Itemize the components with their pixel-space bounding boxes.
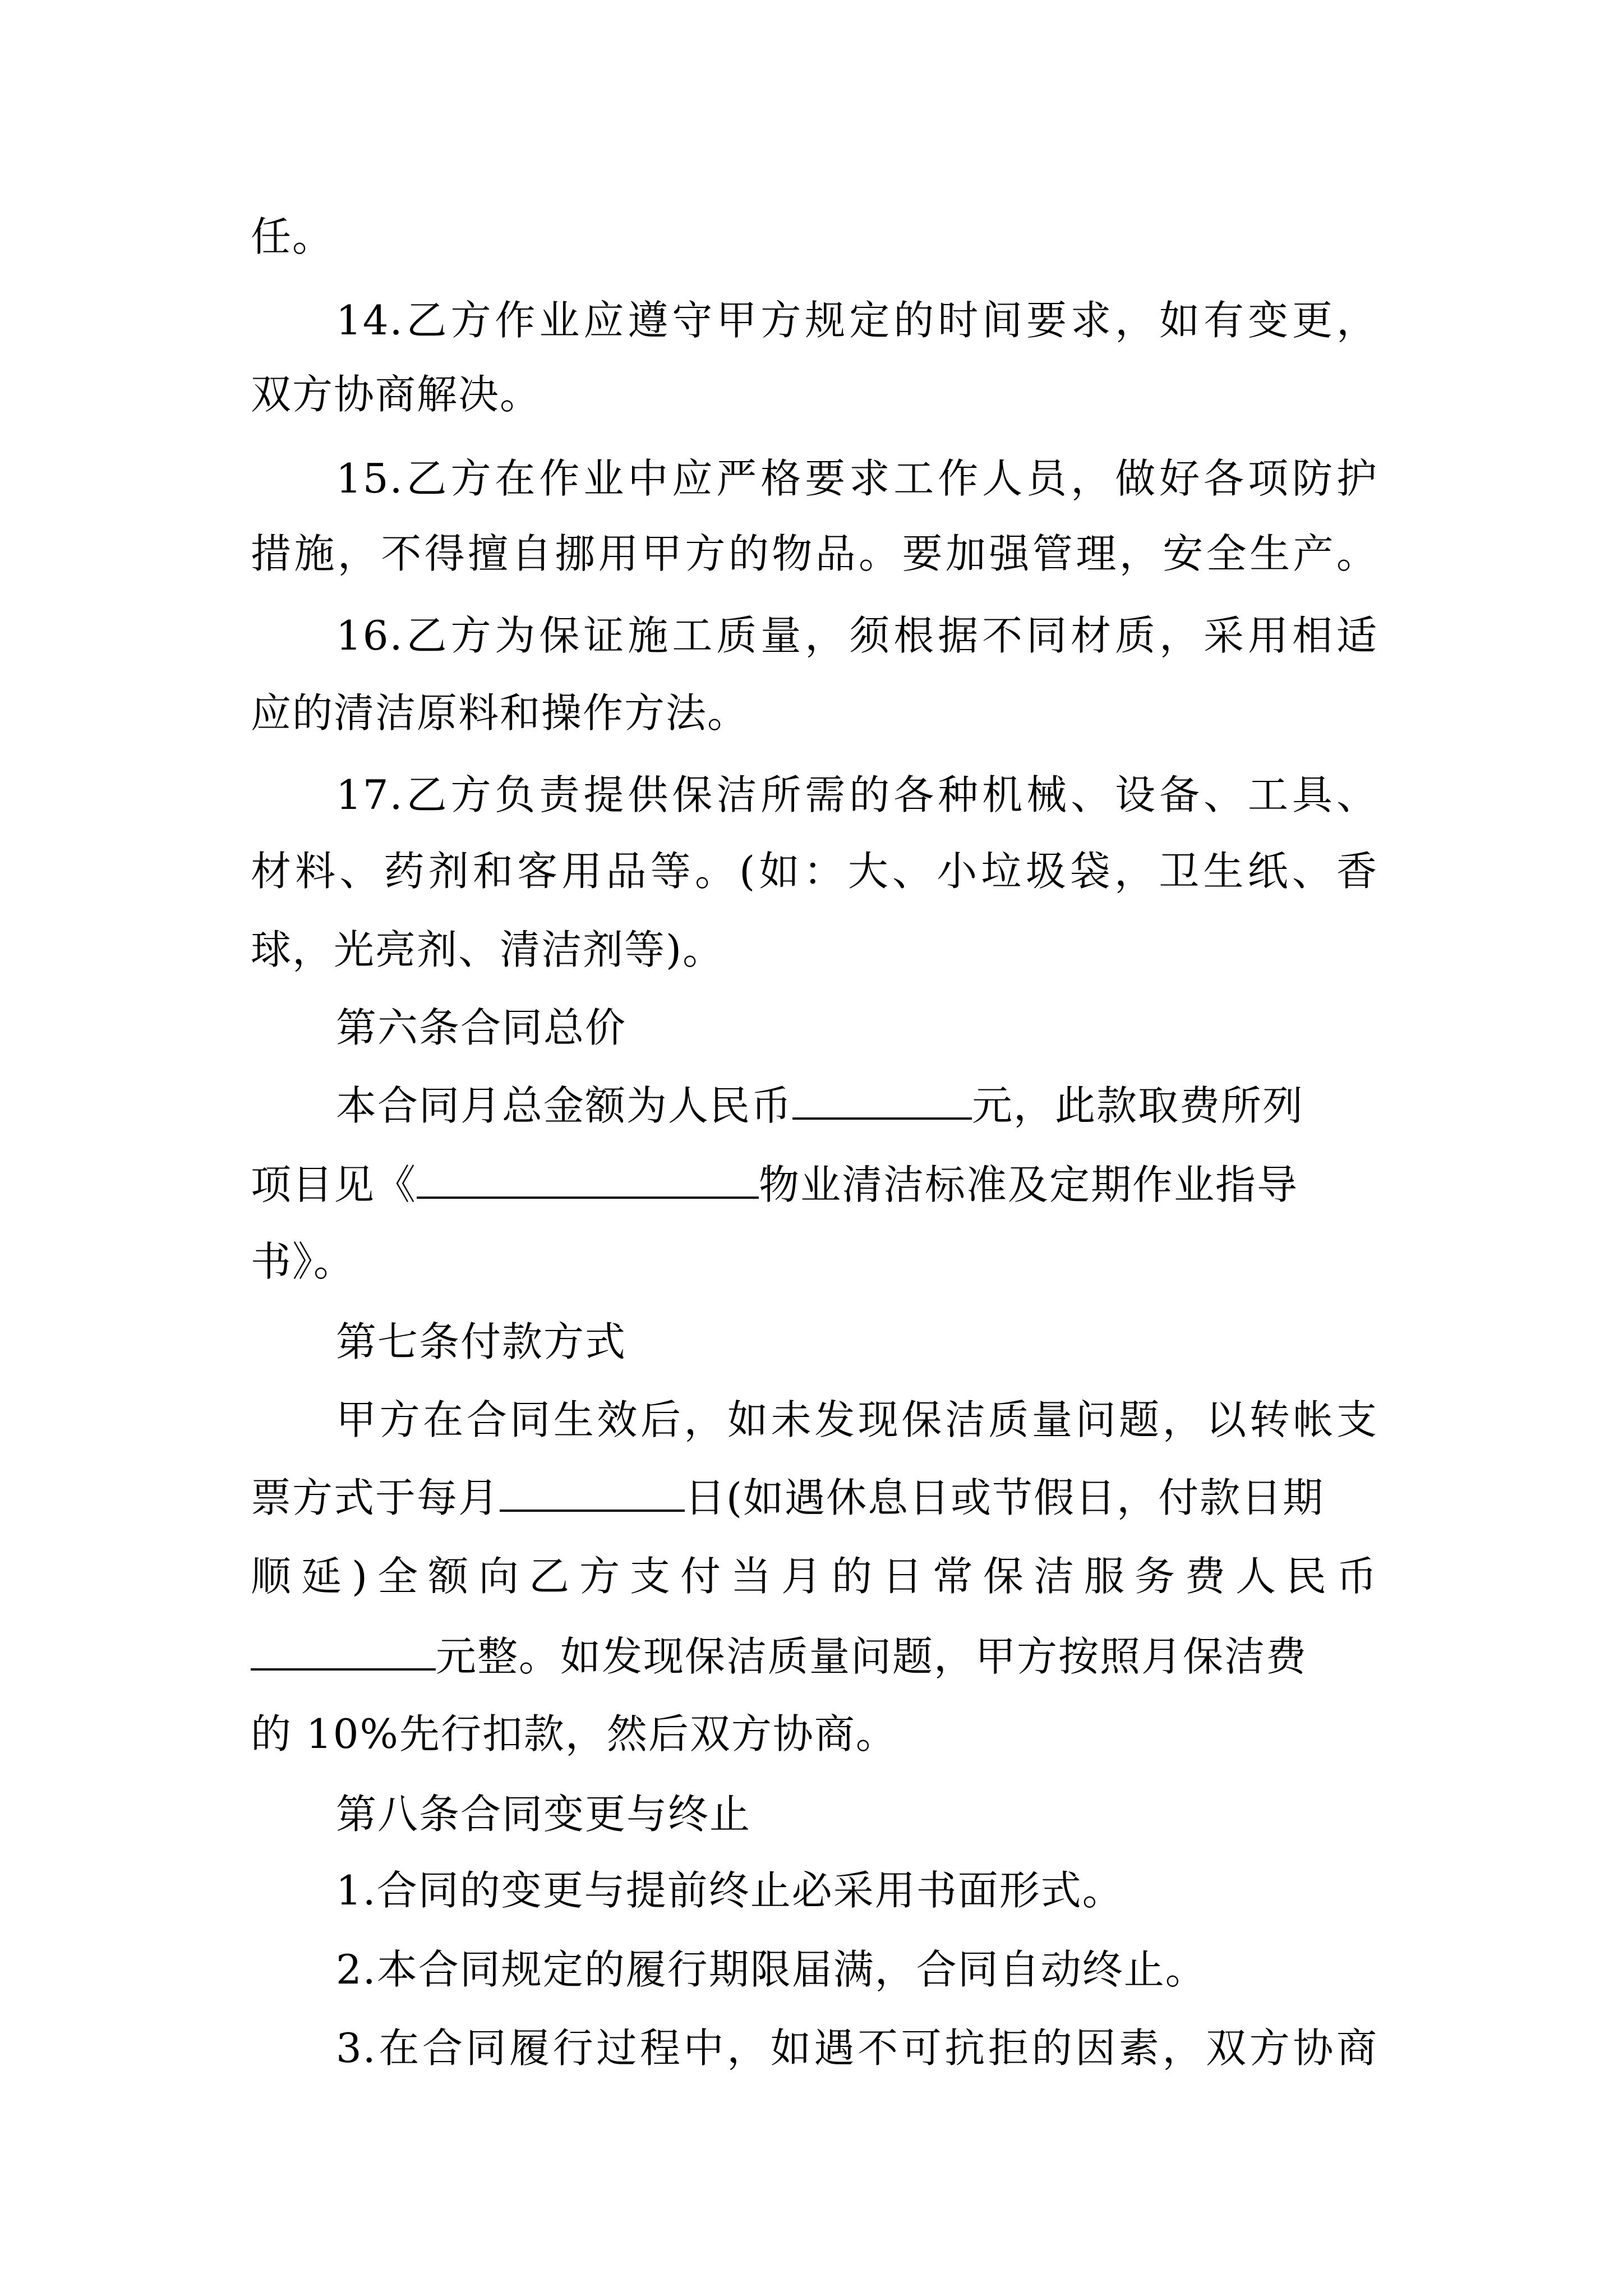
paragraph-17-line-3: 球，光亮剂、清洁剂等)。 [251,926,725,973]
article-8-heading: 第八条合同变更与终止 [336,1791,751,1838]
article-8-item-2: 2.本合同规定的履行期限届满，合同自动终止。 [336,1946,1207,1993]
paragraph-16-line-1: 16.乙方为保证施工质量，须根据不同材质，采用相适 [336,612,1378,659]
article-6-line-2 [251,1154,1298,1216]
paragraph-16-line-2: 应的清洁原料和操作方法。 [251,689,749,737]
article-6-text: 项目见《 [251,1161,417,1208]
article-8-item-3: 3.在合同履行过程中，如遇不可抗拒的因素，双方协商 [336,2024,1378,2072]
service-fee-blank [251,1629,436,1671]
article-7-text: 日(如遇休息日或节假日，付款日期 [685,1474,1325,1521]
article-8-item-1: 1.合同的变更与提前终止必采用书面形式。 [336,1867,1124,1914]
article-7-heading: 第七条付款方式 [336,1318,627,1365]
article-7-line-4 [251,1626,1307,1687]
article-7-line-1: 甲方在合同生效后，如未发现保洁质量问题，以转帐支 [336,1396,1378,1443]
article-6-line-1 [336,1075,1304,1137]
article-6-text: 物业清洁标准及定期作业指导 [759,1161,1299,1208]
article-7-line-3: 顺延)全额向乙方支付当月的日常保洁服务费人民币 [251,1553,1378,1600]
article-6-text: 本合同月总金额为人民币 [336,1082,793,1129]
article-7-text: 元整。如发现保洁质量问题，甲方按照月保洁费 [436,1633,1308,1680]
article-7-text: 票方式于每月 [251,1474,500,1521]
paragraph-14-line-1: 14.乙方作业应遵守甲方规定的时间要求，如有变更， [336,297,1378,344]
paragraph-17-line-2: 材料、药剂和客用品等。(如：大、小垃圾袋，卫生纸、香 [251,848,1378,895]
paragraph-17-line-1: 17.乙方负责提供保洁所需的各种机械、设备、工具、 [336,771,1378,818]
article-6-heading: 第六条合同总价 [336,1004,627,1051]
article-6-text: 元，此款取费所列 [972,1082,1304,1129]
article-7-line-5: 的 10%先行扣款，然后双方协商。 [251,1710,897,1757]
monthly-amount-blank [792,1078,972,1120]
document-name-blank [417,1157,759,1199]
paragraph-14-line-2: 双方协商解决。 [251,371,542,418]
article-6-line-3: 书》。 [251,1238,356,1285]
paragraph-15-line-1: 15.乙方在作业中应严格要求工作人员，做好各项防护 [336,455,1378,502]
paragraph-13-tail: 任。 [251,213,334,260]
article-7-line-2 [251,1467,1324,1529]
payment-day-blank [500,1470,685,1512]
paragraph-15-line-2: 措施，不得擅自挪用甲方的物品。要加强管理，安全生产。 [251,530,1378,577]
